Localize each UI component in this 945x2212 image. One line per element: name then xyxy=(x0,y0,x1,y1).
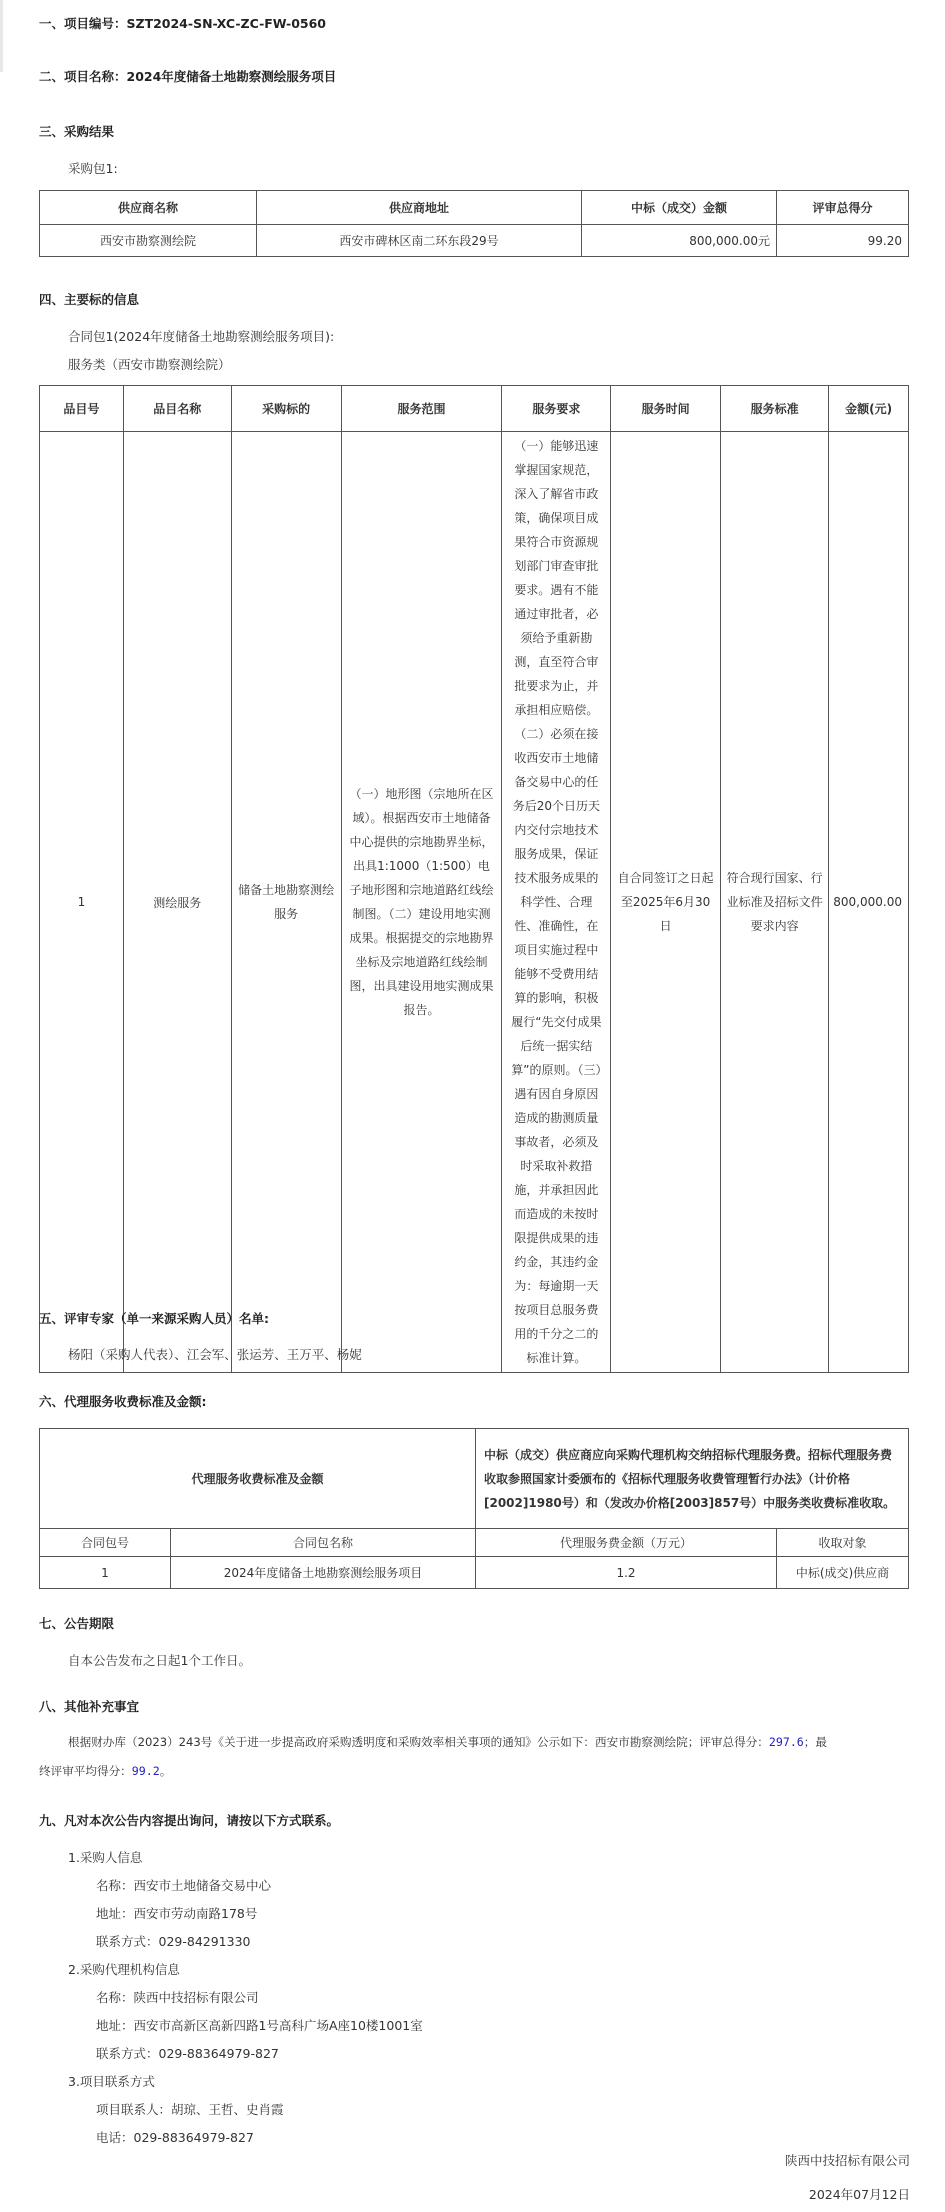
page-edge-marker xyxy=(0,0,3,72)
notice-period-text: 自本公告发布之日起1个工作日。 xyxy=(68,1653,251,1668)
time-cell: 自合同签订之日起至2025年6月30日 xyxy=(611,432,721,1373)
supplementary-text-1: 根据财办库（2023）243号《关于进一步提高政府采购透明度和采购效率相关事项的通知》公示如下：西安市勘察测绘院；评审总得分： xyxy=(68,1735,769,1749)
col-fee-amount: 代理服务费金额（万元） xyxy=(476,1529,777,1557)
amount-cell: 800,000.00 xyxy=(829,432,909,1373)
requirement-cell: （一）能够迅速掌握国家规范，深入了解省市政策，确保项目成果符合市资源规划部门审查审批要求。遇有不能通过审批者，必须给予重新勘测，直至符合审批要求为止，并承担相应赔偿。（二）必须在接收西安市土地储备交易中心的任务后20个日历天内交付宗地技术服务成果，保证技术服务成果的科学性、合理性、准确性，在项目实施过程中能够不受费用结算的影响，积极履行“先交付成果后统一据实结算”的原则。（三）遇有因自身原因造成的勘测质量事故者，必须及时采取补救措施，并承担因此而造成的未按时限提供成果的违约金，其违约金为：每逾期一天按项目总服务费用的千分之二的标准计算。 xyxy=(502,432,611,1373)
agency-fee-desc-row xyxy=(40,1429,909,1529)
buyer-info-title: 1.采购人信息 xyxy=(68,1850,143,1865)
col-item-no: 品目号 xyxy=(40,386,124,432)
target-cell: 储备土地勘察测绘服务 xyxy=(231,432,341,1373)
buyer-phone: 联系方式：029-84291330 xyxy=(96,1934,251,1949)
total-score-value: 297.6 xyxy=(768,1735,804,1749)
col-supplier-name: 供应商名称 xyxy=(40,191,257,225)
supplementary-text-1-end: ；最 xyxy=(803,1735,827,1749)
col-scope: 服务范围 xyxy=(341,386,502,432)
package-label: 采购包1: xyxy=(68,161,118,176)
average-score-value: 99.2 xyxy=(131,1764,160,1778)
supplementary-text-2: 终评审平均得分： xyxy=(39,1764,132,1778)
agent-name: 名称：陕西中技招标有限公司 xyxy=(96,1990,259,2005)
signature-org: 陕西中技招标有限公司 xyxy=(784,2153,910,2168)
item-no-cell: 1 xyxy=(40,432,124,1373)
supplier-name-cell: 西安市勘察测绘院 xyxy=(40,225,257,257)
service-category-label: 服务类（西安市勘察测绘院） xyxy=(68,357,231,372)
agency-fee-table xyxy=(39,1428,909,1589)
procurement-result-title: 三、采购结果 xyxy=(39,124,115,139)
agency-fee-title: 六、代理服务收费标准及金额: xyxy=(39,1394,207,1409)
agent-address: 地址：西安市高新区高新四路1号高科广场A座10楼1001室 xyxy=(96,2018,423,2033)
experts-names: 杨阳（采购人代表）、江会军、张运芳、王万平、杨妮 xyxy=(68,1347,362,1362)
agency-fee-header xyxy=(40,1529,909,1557)
notice-period-title: 七、公告期限 xyxy=(39,1616,115,1631)
col-standard: 服务标准 xyxy=(720,386,828,432)
col-time: 服务时间 xyxy=(611,386,721,432)
items-table xyxy=(39,385,909,1373)
supplementary-text-2-end: 。 xyxy=(159,1764,172,1778)
result-table-header xyxy=(40,191,909,225)
col-fee-payer: 收取对象 xyxy=(777,1529,909,1557)
table-row xyxy=(40,432,909,1373)
scope-cell: （一）地形图（宗地所在区域）。根据西安市土地储备中心提供的宗地勘界坐标，出具1:1000（1:500）电子地形图和宗地道路红线绘制图。（二）建设用地实测成果。根据提交的宗地勘界坐标及宗地道路红线绘制图，出具建设用地实测成果报告。 xyxy=(341,432,502,1373)
signature-date: 2024年07月12日 xyxy=(808,2187,910,2202)
col-total-score: 评审总得分 xyxy=(777,191,909,225)
agent-info-title: 2.采购代理机构信息 xyxy=(68,1962,180,1977)
agent-phone: 联系方式：029-88364979-827 xyxy=(96,2046,279,2061)
fee-standard-label: 代理服务收费标准及金额 xyxy=(40,1429,476,1529)
supplier-address-cell: 西安市碑林区南二环东段29号 xyxy=(257,225,582,257)
main-items-title: 四、主要标的信息 xyxy=(39,292,140,307)
project-name-title: 二、项目名称：2024年度储备土地勘察测绘服务项目 xyxy=(39,69,337,84)
supplementary-line-2 xyxy=(39,1763,171,1779)
project-contacts: 项目联系人：胡琼、王哲、史肖霞 xyxy=(96,2102,284,2117)
fee-standard-text: 中标（成交）供应商应向采购代理机构交纳招标代理服务费。招标代理服务费收取参照国家计委颁布的《招标代理服务收费管理暂行办法》（计价格[2002]1980号）和（发改办价格[2003]857号）中服务类收费标准收取。 xyxy=(476,1429,909,1529)
contract-package-label: 合同包1(2024年度储备土地勘察测绘服务项目): xyxy=(68,329,335,344)
project-phone: 电话：029-88364979-827 xyxy=(96,2130,254,2145)
col-supplier-address: 供应商地址 xyxy=(257,191,582,225)
contact-title: 九、凡对本次公告内容提出询问，请按以下方式联系。 xyxy=(39,1813,340,1828)
supplementary-line-1 xyxy=(68,1734,827,1750)
supplementary-title: 八、其他补充事宜 xyxy=(39,1699,140,1714)
col-item-name: 品目名称 xyxy=(123,386,231,432)
col-bid-amount: 中标（成交）金额 xyxy=(582,191,777,225)
buyer-address: 地址：西安市劳动南路178号 xyxy=(96,1906,258,1921)
project-contact-title: 3.项目联系方式 xyxy=(68,2074,155,2089)
table-row xyxy=(40,225,909,257)
standard-cell: 符合现行国家、行业标准及招标文件要求内容 xyxy=(720,432,828,1373)
bid-amount-cell: 800,000.00元 xyxy=(582,225,777,257)
col-amount: 金额(元) xyxy=(829,386,909,432)
col-target: 采购标的 xyxy=(231,386,341,432)
contract-no-cell: 1 xyxy=(40,1557,171,1589)
fee-amount-cell: 1.2 xyxy=(476,1557,777,1589)
items-table-header xyxy=(40,386,909,432)
contract-name-cell: 2024年度储备土地勘察测绘服务项目 xyxy=(171,1557,476,1589)
project-number-title: 一、项目编号：SZT2024-SN-XC-ZC-FW-0560 xyxy=(39,16,326,31)
col-contract-no: 合同包号 xyxy=(40,1529,171,1557)
fee-payer-cell: 中标(成交)供应商 xyxy=(777,1557,909,1589)
item-name-cell: 测绘服务 xyxy=(123,432,231,1373)
result-table xyxy=(39,190,909,257)
table-row xyxy=(40,1557,909,1589)
col-contract-name: 合同包名称 xyxy=(171,1529,476,1557)
buyer-name: 名称：西安市土地储备交易中心 xyxy=(96,1878,272,1893)
total-score-cell: 99.20 xyxy=(777,225,909,257)
experts-title: 五、评审专家（单一来源采购人员）名单: xyxy=(39,1311,269,1326)
col-requirement: 服务要求 xyxy=(502,386,611,432)
